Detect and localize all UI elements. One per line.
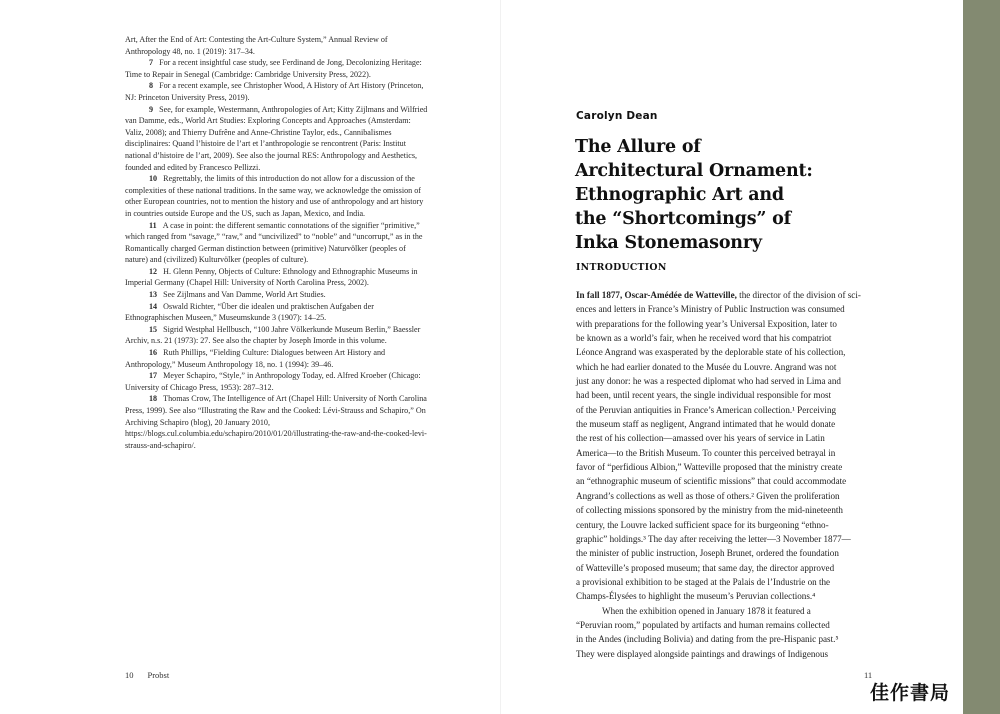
green-edge-band: [963, 0, 1000, 714]
note-continued: Art, After the End of Art: Contesting the Art-Culture System,” Annual Review of Anthropology 48, no. 1 (2019): 317–34.: [125, 35, 388, 56]
body-line: Champs-Élysées to highlight the museum’s Peruvian collections.⁴: [576, 591, 816, 602]
body-line: of Watteville’s proposed museum; that same day, the director approved: [576, 562, 835, 573]
lead-in: In fall 1877, Oscar-Amédée de Watteville,: [576, 290, 737, 300]
body-line: which he had earlier donated to the Musée du Louvre. Angrand was not: [576, 361, 837, 372]
body-line: Léonce Angrand was exasperated by the deplorable state of his collection,: [576, 347, 846, 358]
note-16: 16 Ruth Phillips, “Fielding Culture: Dialogues between Art History and Anthropology,” Museum Anthropology 18, no. 1 (1994): 39–46.: [125, 348, 386, 369]
body-line: In fall 1877, Oscar-Amédée de Watteville, the director of the division of sci-: [576, 290, 861, 300]
publisher-watermark: 佳作書局: [870, 682, 951, 704]
body-line: America—to the British Museum. To counter this perceived betrayal in: [576, 447, 836, 458]
section-heading: INTRODUCTION: [576, 262, 667, 273]
body-line: of collecting missions sponsored by the ministry from the mid-nineteenth: [576, 505, 843, 516]
chapter-title: [575, 135, 865, 255]
author-name: Carolyn Dean: [576, 110, 658, 122]
body-line: When the exhibition opened in January 1878 it featured a: [602, 605, 811, 616]
body-line: favor of “perfidious Albion,” Watteville proposed that the ministry create: [576, 462, 843, 473]
body-line: just any donor: he was a respected diplomat who had served in Lima and: [576, 376, 841, 387]
body-line: the minister of public instruction, Joseph Brunet, ordered the foundation: [576, 548, 839, 559]
body-line: the rest of his collection—amassed over his years of service in Latin: [576, 433, 825, 444]
note-17: 17 Meyer Schapiro, “Style,” in Anthropology Today, ed. Alfred Kroeber (Chicago: University of Chicago Press, 1953): 287–312.: [125, 371, 421, 392]
page-number-right: 11: [864, 670, 873, 680]
body-line: They were displayed alongside paintings and drawings of Indigenous: [576, 648, 829, 659]
note-9: 9 See, for example, Westermann, Anthropologies of Art; Kitty Zijlmans and Wilfried van Damme, eds., World Art Studies: Exploring Concepts and Approaches (Amsterdam: Valiz, 2008); and Thierry Dufrêne and Anne-Christine Taylor, eds., Cannibalismes disciplinaires: Quand l’histoire de l’art et l’anthropologie se rencontrent (Paris: Institut national d’histoire de l’art, 2009). See also the journal RES: Anthropology and Aesthetics, founded and edited by Francesco Pellizzi.: [125, 104, 428, 172]
note-11: 11 A case in point: the different semantic connotations of the signifier “primitive,” which ranged from “savage,” “raw,” and “uncivilized” to “noble” and “uncorrupt,” as in the Romantically charged German distinction between (primitive) Naturvölker (peoples of nature) and (civilized) Kulturvölker (peoples of culture).: [125, 220, 423, 265]
note-10: 10 Regrettably, the limits of this introduction do not allow for a discussion of the complexities of these national traditions. In the same way, we acknowledge the omission of other European countries, not to mention the history and use of anthropology and art history in countries outside Europe and the US, such as Japan, Mexico, and India.: [125, 174, 424, 218]
title-line: Architectural Ornament:: [575, 161, 813, 181]
note-8: 8 For a recent example, see Christopher Wood, A History of Art History (Princeton, NJ: Princeton University Press, 2019).: [125, 81, 424, 102]
body-text: [576, 288, 866, 661]
body-line: of the Peruvian antiquities in France’s American collection.¹ Perceiving: [576, 404, 837, 415]
body-line: “Peruvian room,” populated by artifacts and human remains collected: [576, 619, 830, 630]
title-line: Ethnographic Art and: [575, 185, 784, 205]
note-15: 15 Sigrid Westphal Hellbusch, “100 Jahre Völkerkunde Museum Berlin,” Baessler Archiv, n.s. 21 (1973): 27. See also the chapter by Joseph Imorde in this volume.: [125, 324, 421, 346]
body-line: ences and letters in France’s Ministry of Public Instruction was consumed: [576, 304, 845, 315]
title-line: Inka Stonemasonry: [575, 233, 762, 253]
page-number-left: 10: [125, 670, 134, 680]
left-footer: [125, 670, 169, 680]
spine-fold: [500, 0, 501, 714]
body-line: the museum staff as negligent, Angrand intimated that he would donate: [576, 419, 836, 430]
body-line: Angrand’s collections as well as those of others.² Given the proliferation: [576, 490, 840, 501]
note-18: 18 Thomas Crow, The Intelligence of Art (Chapel Hill: University of North Carolina Press, 1999). See also “Illustrating the Raw and the Cooked: Lévi-Strauss and Schapiro,” On Archiving Schapiro (blog), 20 January 2010, https://blogs.cul.columbia.edu/schapiro/2010/01/20/illustrating-the-raw-and-the-cooked-levi-strauss-and-schapiro/.: [125, 394, 427, 450]
title-line: the “Shortcomings” of: [575, 209, 791, 229]
note-12: 12 H. Glenn Penny, Objects of Culture: Ethnology and Ethnographic Museums in Imperial Germany (Chapel Hill: University of North Carolina Press, 2002).: [125, 266, 418, 288]
body-line: an “ethnographic museum of scientific missions” that could accommodate: [576, 476, 847, 487]
body-line: a provisional exhibition to be staged at the Palais de l’Industrie on the: [576, 576, 831, 587]
note-13: 13 See Zijlmans and Van Damme, World Art Studies.: [149, 290, 326, 300]
body-line: be known as a world’s fair, when he received word that his compatriot: [576, 333, 832, 344]
note-14: 14 Oswald Richter, “Über die idealen und praktischen Aufgaben der Ethnographischen Museen,” Museumskunde 3 (1907): 14–25.: [125, 301, 374, 323]
body-line: in the Andes (including Bolivia) and dating from the pre-Hispanic past.⁵: [576, 634, 839, 645]
body-line: with preparations for the following year’s Universal Exposition, later to: [576, 318, 837, 329]
note-7: 7 For a recent insightful case study, see Ferdinand de Jong, Decolonizing Heritage: Time to Repair in Senegal (Cambridge: Cambridge University Press, 2022).: [125, 58, 422, 79]
body-line: had been, until recent years, the single individual responsible for most: [576, 390, 832, 401]
endnotes: [125, 34, 430, 451]
running-head: Probst: [147, 670, 170, 680]
body-line: century, the Louvre lacked sufficient space for its burgeoning “ethno-: [576, 519, 829, 530]
body-line: graphic” holdings.³ The day after receiving the letter—3 November 1877—: [576, 533, 851, 544]
title-line: The Allure of: [575, 137, 701, 157]
